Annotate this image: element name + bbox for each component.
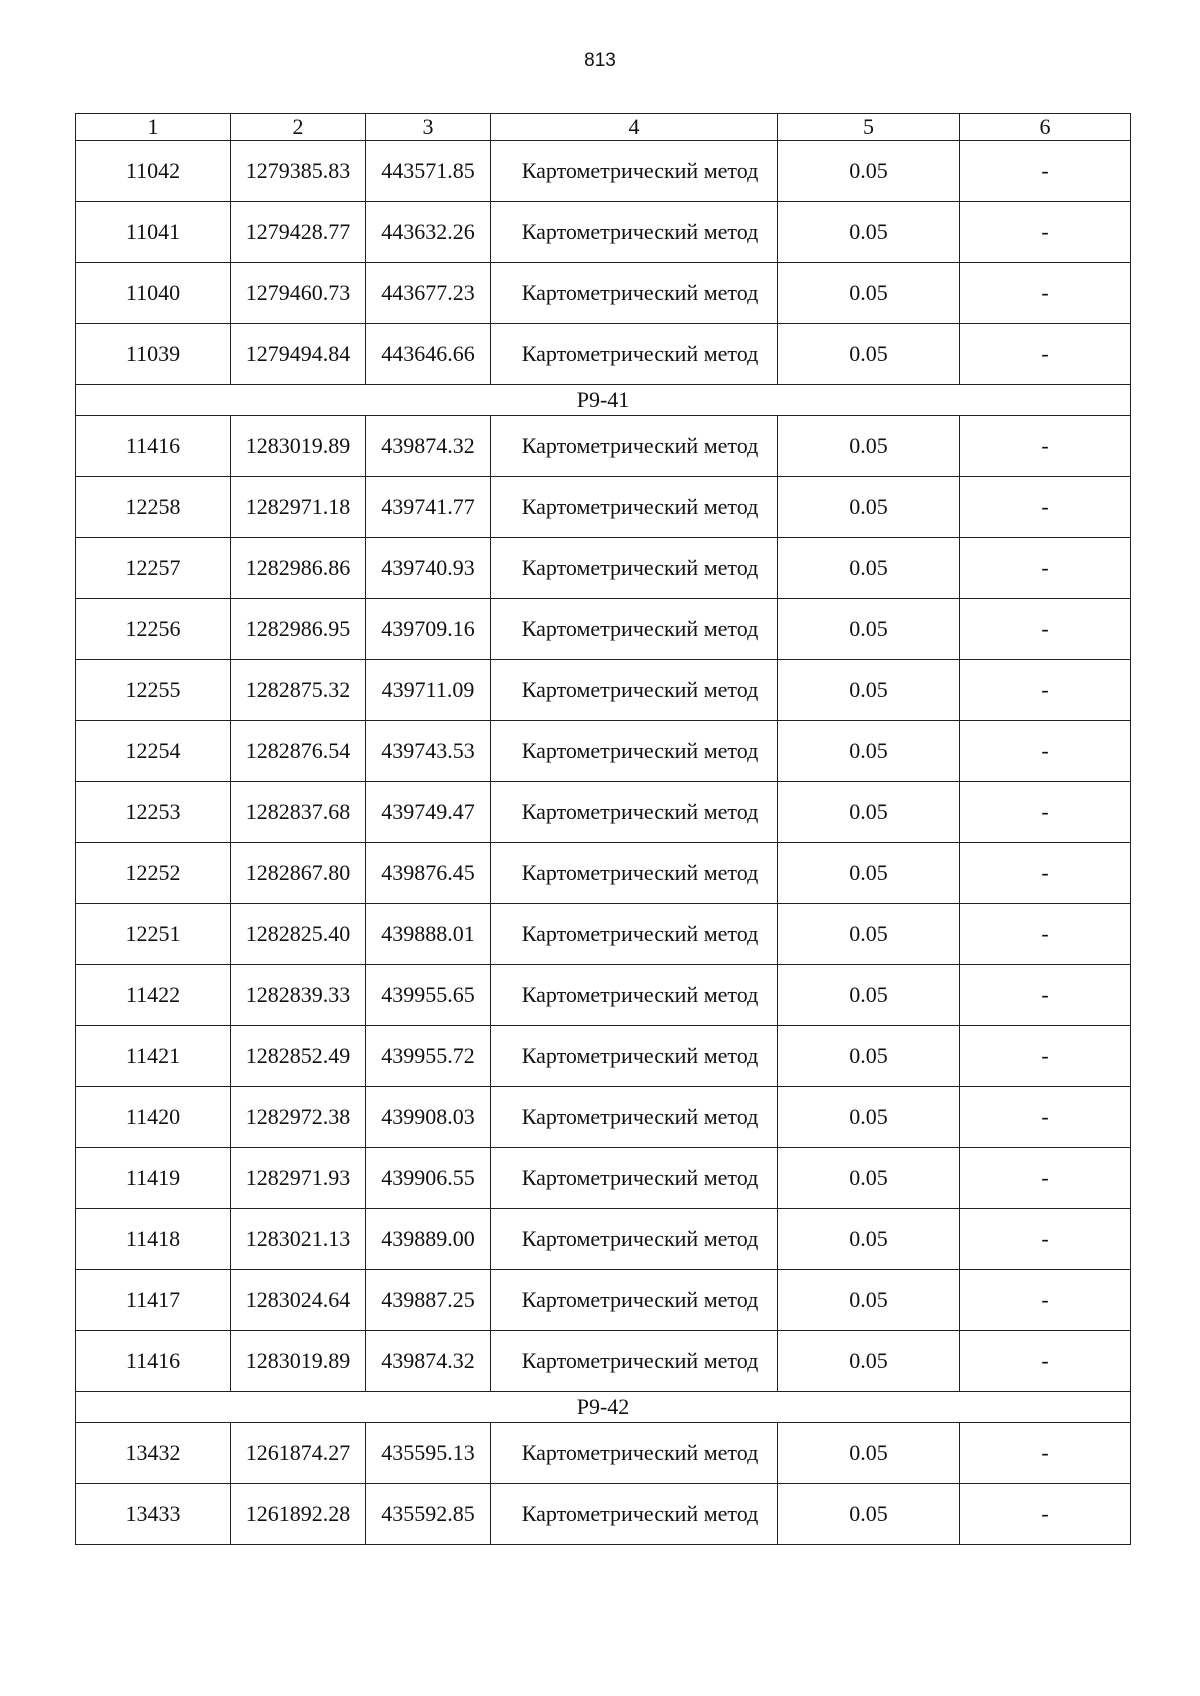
method-cell: Картометрический метод xyxy=(491,538,778,599)
column-header: 4 xyxy=(491,114,778,141)
table-row xyxy=(76,1087,1131,1148)
note-cell: - xyxy=(960,263,1131,324)
method-cell: Картометрический метод xyxy=(491,599,778,660)
accuracy-cell: 0.05 xyxy=(778,416,960,477)
y-coordinate-cell: 439876.45 xyxy=(366,843,491,904)
accuracy-cell: 0.05 xyxy=(778,843,960,904)
column-header: 2 xyxy=(231,114,366,141)
table-row xyxy=(76,1331,1131,1392)
x-coordinate-cell: 1282971.18 xyxy=(231,477,366,538)
table-row xyxy=(76,965,1131,1026)
method-cell: Картометрический метод xyxy=(491,1087,778,1148)
y-coordinate-cell: 439888.01 xyxy=(366,904,491,965)
x-coordinate-cell: 1282986.86 xyxy=(231,538,366,599)
column-header: 3 xyxy=(366,114,491,141)
accuracy-cell: 0.05 xyxy=(778,538,960,599)
accuracy-cell: 0.05 xyxy=(778,477,960,538)
accuracy-cell: 0.05 xyxy=(778,782,960,843)
coordinates-table xyxy=(75,113,1131,1545)
x-coordinate-cell: 1283019.89 xyxy=(231,1331,366,1392)
x-coordinate-cell: 1283021.13 xyxy=(231,1209,366,1270)
point-number-cell: 11042 xyxy=(76,141,231,202)
point-number-cell: 13433 xyxy=(76,1484,231,1545)
y-coordinate-cell: 439740.93 xyxy=(366,538,491,599)
table-row xyxy=(76,1209,1131,1270)
point-number-cell: 12251 xyxy=(76,904,231,965)
method-cell: Картометрический метод xyxy=(491,416,778,477)
x-coordinate-cell: 1282839.33 xyxy=(231,965,366,1026)
x-coordinate-cell: 1261892.28 xyxy=(231,1484,366,1545)
method-cell: Картометрический метод xyxy=(491,1484,778,1545)
y-coordinate-cell: 439749.47 xyxy=(366,782,491,843)
table-row xyxy=(76,904,1131,965)
column-header: 1 xyxy=(76,114,231,141)
accuracy-cell: 0.05 xyxy=(778,1209,960,1270)
note-cell: - xyxy=(960,721,1131,782)
method-cell: Картометрический метод xyxy=(491,965,778,1026)
table-row xyxy=(76,202,1131,263)
point-number-cell: 12257 xyxy=(76,538,231,599)
method-cell: Картометрический метод xyxy=(491,782,778,843)
y-coordinate-cell: 435592.85 xyxy=(366,1484,491,1545)
table-row xyxy=(76,141,1131,202)
note-cell: - xyxy=(960,599,1131,660)
column-header: 5 xyxy=(778,114,960,141)
header-row xyxy=(76,114,1131,141)
point-number-cell: 11041 xyxy=(76,202,231,263)
method-cell: Картометрический метод xyxy=(491,904,778,965)
x-coordinate-cell: 1279460.73 xyxy=(231,263,366,324)
point-number-cell: 11417 xyxy=(76,1270,231,1331)
accuracy-cell: 0.05 xyxy=(778,1087,960,1148)
point-number-cell: 12252 xyxy=(76,843,231,904)
point-number-cell: 12256 xyxy=(76,599,231,660)
x-coordinate-cell: 1279428.77 xyxy=(231,202,366,263)
table-row xyxy=(76,538,1131,599)
point-number-cell: 11421 xyxy=(76,1026,231,1087)
note-cell: - xyxy=(960,477,1131,538)
point-number-cell: 12254 xyxy=(76,721,231,782)
point-number-cell: 11418 xyxy=(76,1209,231,1270)
x-coordinate-cell: 1282972.38 xyxy=(231,1087,366,1148)
x-coordinate-cell: 1283024.64 xyxy=(231,1270,366,1331)
note-cell: - xyxy=(960,1148,1131,1209)
method-cell: Картометрический метод xyxy=(491,1148,778,1209)
method-cell: Картометрический метод xyxy=(491,141,778,202)
accuracy-cell: 0.05 xyxy=(778,263,960,324)
accuracy-cell: 0.05 xyxy=(778,1331,960,1392)
table-row xyxy=(76,1484,1131,1545)
method-cell: Картометрический метод xyxy=(491,1209,778,1270)
note-cell: - xyxy=(960,324,1131,385)
point-number-cell: 12258 xyxy=(76,477,231,538)
point-number-cell: 11422 xyxy=(76,965,231,1026)
note-cell: - xyxy=(960,1026,1131,1087)
y-coordinate-cell: 439955.72 xyxy=(366,1026,491,1087)
note-cell: - xyxy=(960,1484,1131,1545)
x-coordinate-cell: 1261874.27 xyxy=(231,1423,366,1484)
table-row xyxy=(76,782,1131,843)
x-coordinate-cell: 1282876.54 xyxy=(231,721,366,782)
section-title: Р9-41 xyxy=(76,385,1131,416)
point-number-cell: 12253 xyxy=(76,782,231,843)
accuracy-cell: 0.05 xyxy=(778,1026,960,1087)
y-coordinate-cell: 439709.16 xyxy=(366,599,491,660)
x-coordinate-cell: 1282867.80 xyxy=(231,843,366,904)
table-row xyxy=(76,477,1131,538)
note-cell: - xyxy=(960,416,1131,477)
method-cell: Картометрический метод xyxy=(491,1423,778,1484)
accuracy-cell: 0.05 xyxy=(778,721,960,782)
note-cell: - xyxy=(960,904,1131,965)
note-cell: - xyxy=(960,1087,1131,1148)
y-coordinate-cell: 439874.32 xyxy=(366,416,491,477)
point-number-cell: 11416 xyxy=(76,416,231,477)
y-coordinate-cell: 439955.65 xyxy=(366,965,491,1026)
accuracy-cell: 0.05 xyxy=(778,599,960,660)
accuracy-cell: 0.05 xyxy=(778,1148,960,1209)
table-row xyxy=(76,1026,1131,1087)
y-coordinate-cell: 439874.32 xyxy=(366,1331,491,1392)
x-coordinate-cell: 1282825.40 xyxy=(231,904,366,965)
y-coordinate-cell: 439908.03 xyxy=(366,1087,491,1148)
table-row xyxy=(76,660,1131,721)
section-title-row xyxy=(76,1392,1131,1423)
method-cell: Картометрический метод xyxy=(491,721,778,782)
accuracy-cell: 0.05 xyxy=(778,904,960,965)
method-cell: Картометрический метод xyxy=(491,202,778,263)
table-body xyxy=(76,114,1131,1545)
y-coordinate-cell: 443646.66 xyxy=(366,324,491,385)
table-row xyxy=(76,721,1131,782)
accuracy-cell: 0.05 xyxy=(778,1270,960,1331)
accuracy-cell: 0.05 xyxy=(778,965,960,1026)
note-cell: - xyxy=(960,660,1131,721)
y-coordinate-cell: 439743.53 xyxy=(366,721,491,782)
table-row xyxy=(76,1423,1131,1484)
x-coordinate-cell: 1282986.95 xyxy=(231,599,366,660)
point-number-cell: 11416 xyxy=(76,1331,231,1392)
note-cell: - xyxy=(960,843,1131,904)
y-coordinate-cell: 443632.26 xyxy=(366,202,491,263)
note-cell: - xyxy=(960,782,1131,843)
point-number-cell: 13432 xyxy=(76,1423,231,1484)
note-cell: - xyxy=(960,1209,1131,1270)
method-cell: Картометрический метод xyxy=(491,1331,778,1392)
point-number-cell: 11419 xyxy=(76,1148,231,1209)
note-cell: - xyxy=(960,1423,1131,1484)
y-coordinate-cell: 439887.25 xyxy=(366,1270,491,1331)
accuracy-cell: 0.05 xyxy=(778,660,960,721)
y-coordinate-cell: 439906.55 xyxy=(366,1148,491,1209)
note-cell: - xyxy=(960,141,1131,202)
y-coordinate-cell: 439889.00 xyxy=(366,1209,491,1270)
page-number: 813 xyxy=(584,50,616,71)
x-coordinate-cell: 1282875.32 xyxy=(231,660,366,721)
x-coordinate-cell: 1279385.83 xyxy=(231,141,366,202)
method-cell: Картометрический метод xyxy=(491,1026,778,1087)
table-row xyxy=(76,599,1131,660)
table-row xyxy=(76,416,1131,477)
note-cell: - xyxy=(960,202,1131,263)
x-coordinate-cell: 1283019.89 xyxy=(231,416,366,477)
method-cell: Картометрический метод xyxy=(491,477,778,538)
accuracy-cell: 0.05 xyxy=(778,202,960,263)
point-number-cell: 11039 xyxy=(76,324,231,385)
point-number-cell: 12255 xyxy=(76,660,231,721)
accuracy-cell: 0.05 xyxy=(778,1423,960,1484)
accuracy-cell: 0.05 xyxy=(778,324,960,385)
method-cell: Картометрический метод xyxy=(491,660,778,721)
table-row xyxy=(76,1270,1131,1331)
method-cell: Картометрический метод xyxy=(491,1270,778,1331)
section-title-row xyxy=(76,385,1131,416)
section-title: Р9-42 xyxy=(76,1392,1131,1423)
table-row xyxy=(76,843,1131,904)
note-cell: - xyxy=(960,1270,1131,1331)
x-coordinate-cell: 1279494.84 xyxy=(231,324,366,385)
column-header: 6 xyxy=(960,114,1131,141)
table-row xyxy=(76,1148,1131,1209)
y-coordinate-cell: 443677.23 xyxy=(366,263,491,324)
y-coordinate-cell: 435595.13 xyxy=(366,1423,491,1484)
x-coordinate-cell: 1282837.68 xyxy=(231,782,366,843)
note-cell: - xyxy=(960,538,1131,599)
table-row xyxy=(76,263,1131,324)
accuracy-cell: 0.05 xyxy=(778,1484,960,1545)
y-coordinate-cell: 439711.09 xyxy=(366,660,491,721)
table-row xyxy=(76,324,1131,385)
x-coordinate-cell: 1282852.49 xyxy=(231,1026,366,1087)
point-number-cell: 11420 xyxy=(76,1087,231,1148)
x-coordinate-cell: 1282971.93 xyxy=(231,1148,366,1209)
note-cell: - xyxy=(960,1331,1131,1392)
method-cell: Картометрический метод xyxy=(491,324,778,385)
point-number-cell: 11040 xyxy=(76,263,231,324)
method-cell: Картометрический метод xyxy=(491,263,778,324)
note-cell: - xyxy=(960,965,1131,1026)
accuracy-cell: 0.05 xyxy=(778,141,960,202)
y-coordinate-cell: 439741.77 xyxy=(366,477,491,538)
y-coordinate-cell: 443571.85 xyxy=(366,141,491,202)
method-cell: Картометрический метод xyxy=(491,843,778,904)
